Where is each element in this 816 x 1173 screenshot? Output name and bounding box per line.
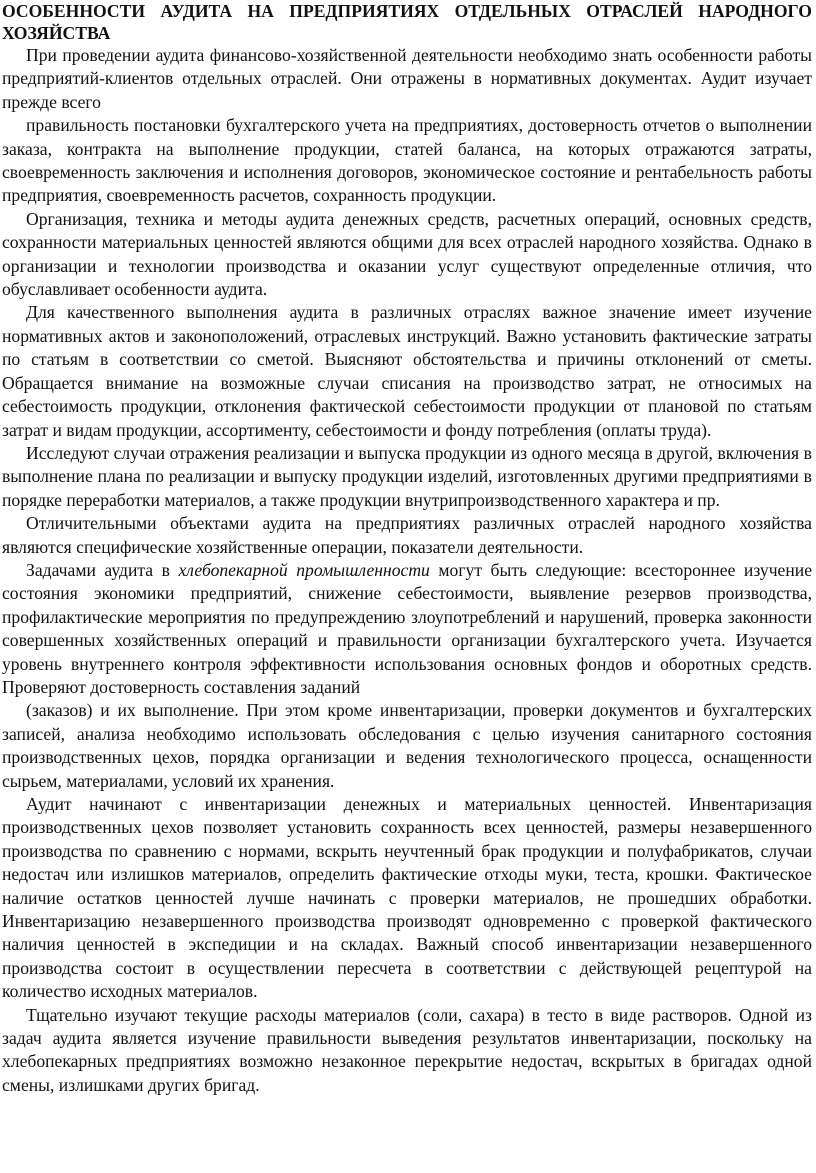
paragraph-sales: Исследуют случаи отражения реализации и выпуска продукции из одного месяца в другой, включения в выполнение плана по реализации и выпуску продукции изделий, изготовленных другими предприятиями в порядке переработки материалов, а также продукции внутрипроизводственного характера и пр.: [2, 442, 812, 510]
tasks-text-before: Задачами аудита в: [26, 559, 179, 580]
tasks-text-after: могут быть следующие: всестороннее изучение состояния экономики предприятий, снижение себестоимости, выявление резервов производства, профилактические мероприятия по предупреждению злоупотреблений и нарушений, проверка законности совершенных хозяйственных операций и правильности организации бухгалтерского учета. Изучается уровень внутреннего контроля эффективности использования основных фондов и оборотных средств. Проверяют достоверность составления заданий: [2, 559, 813, 697]
paragraph-objects: Отличительными объектами аудита на предприятиях различных отраслей народного хозяйства являются специфические хозяйственные операции, показатели деятельности.: [2, 513, 812, 557]
paragraph-audit-subjects: правильность постановки бухгалтерского учета на предприятиях, достоверность отчетов о выполнении заказа, контракта на выполнение продукции, статей баланса, на которых отражаются затраты, своевременность заключения и исполнения договоров, экономическое состояние и рентабельность работы предприятия, своевременность расчетов, сохранность продукции.: [2, 115, 812, 206]
paragraph-organization: Организация, техника и методы аудита денежных средств, расчетных операций, основных средств, сохранности материальных ценностей являются общими для всех отраслей народного хозяйства. Однако в организации и технологии производства и оказании услуг существуют определенные отличия, что обуславливает особенности аудита.: [2, 208, 812, 300]
paragraph-inventory: Аудит начинают с инвентаризации денежных и материальных ценностей. Инвентаризация производственных цехов позволяет установить сохранность всех ценностей, размеры незавершенного производства по сравнению с нормами, вскрыть неучтенный брак продукции и полуфабрикатов, случаи недостач или излишков материалов, определить фактические отходы муки, теста, крошки. Фактическое наличие остатков ценностей лучше начинать с проверки материалов, не прошедших обработки. Инвентаризацию незавершенного производства производят одновременно с проверкой фактического наличия ценностей в экспедиции и на складах. Важный способ инвентаризации незавершенного производства состоит в осуществлении пересчета в соответствии с действующей рецептурой на количество исходных материалов.: [2, 794, 812, 1002]
paragraph-intro: При проведении аудита финансово-хозяйственной деятельности необходимо знать особенности работы предприятий-клиентов отдельных отраслей. Они отражены в нормативных документах. Аудит изучает прежде всего: [2, 45, 812, 112]
paragraph-orders: (заказов) и их выполнение. При этом кроме инвентаризации, проверки документов и бухгалтерских записей, анализа необходимо использовать обследования с целью изучения санитарного состояния производственных цехов, порядка организации и ведения технологического процесса, оснащенности сырьем, материалами, условий их хранения.: [2, 700, 812, 791]
tasks-industry-italic: хлебопекарной промышленности: [178, 559, 430, 580]
paragraph-tasks: [2, 559, 812, 699]
document-title: ОСОБЕННОСТИ АУДИТА НА ПРЕДПРИЯТИЯХ ОТДЕЛЬНЫХ ОТРАСЛЕЙ НАРОДНОГО ХОЗЯЙСТВА: [2, 1, 812, 43]
paragraph-quality: Для качественного выполнения аудита в различных отраслях важное значение имеет изучение нормативных актов и законоположений, отраслевых инструкций. Важно установить фактические затраты по статьям в соответствии со сметой. Выясняют обстоятельства и причины отклонений от сметы. Обращается внимание на возможные случаи списания на производство затрат, не относимых на себестоимость продукции, отклонения фактической себестоимости продукции от плановой по статьям затрат и видам продукции, ассортименту, себестоимости и фонду потребления (оплаты труда).: [2, 302, 812, 440]
paragraph-materials: Тщательно изучают текущие расходы материалов (соли, сахара) в тесто в виде растворов. Одной из задач аудита является изучение правильности выведения результатов инвентаризации, поскольку на хлебопекарных предприятиях возможно незаконное перекрытие недостач, вскрытых в бригадах одной смены, излишками других бригад.: [2, 1004, 812, 1095]
